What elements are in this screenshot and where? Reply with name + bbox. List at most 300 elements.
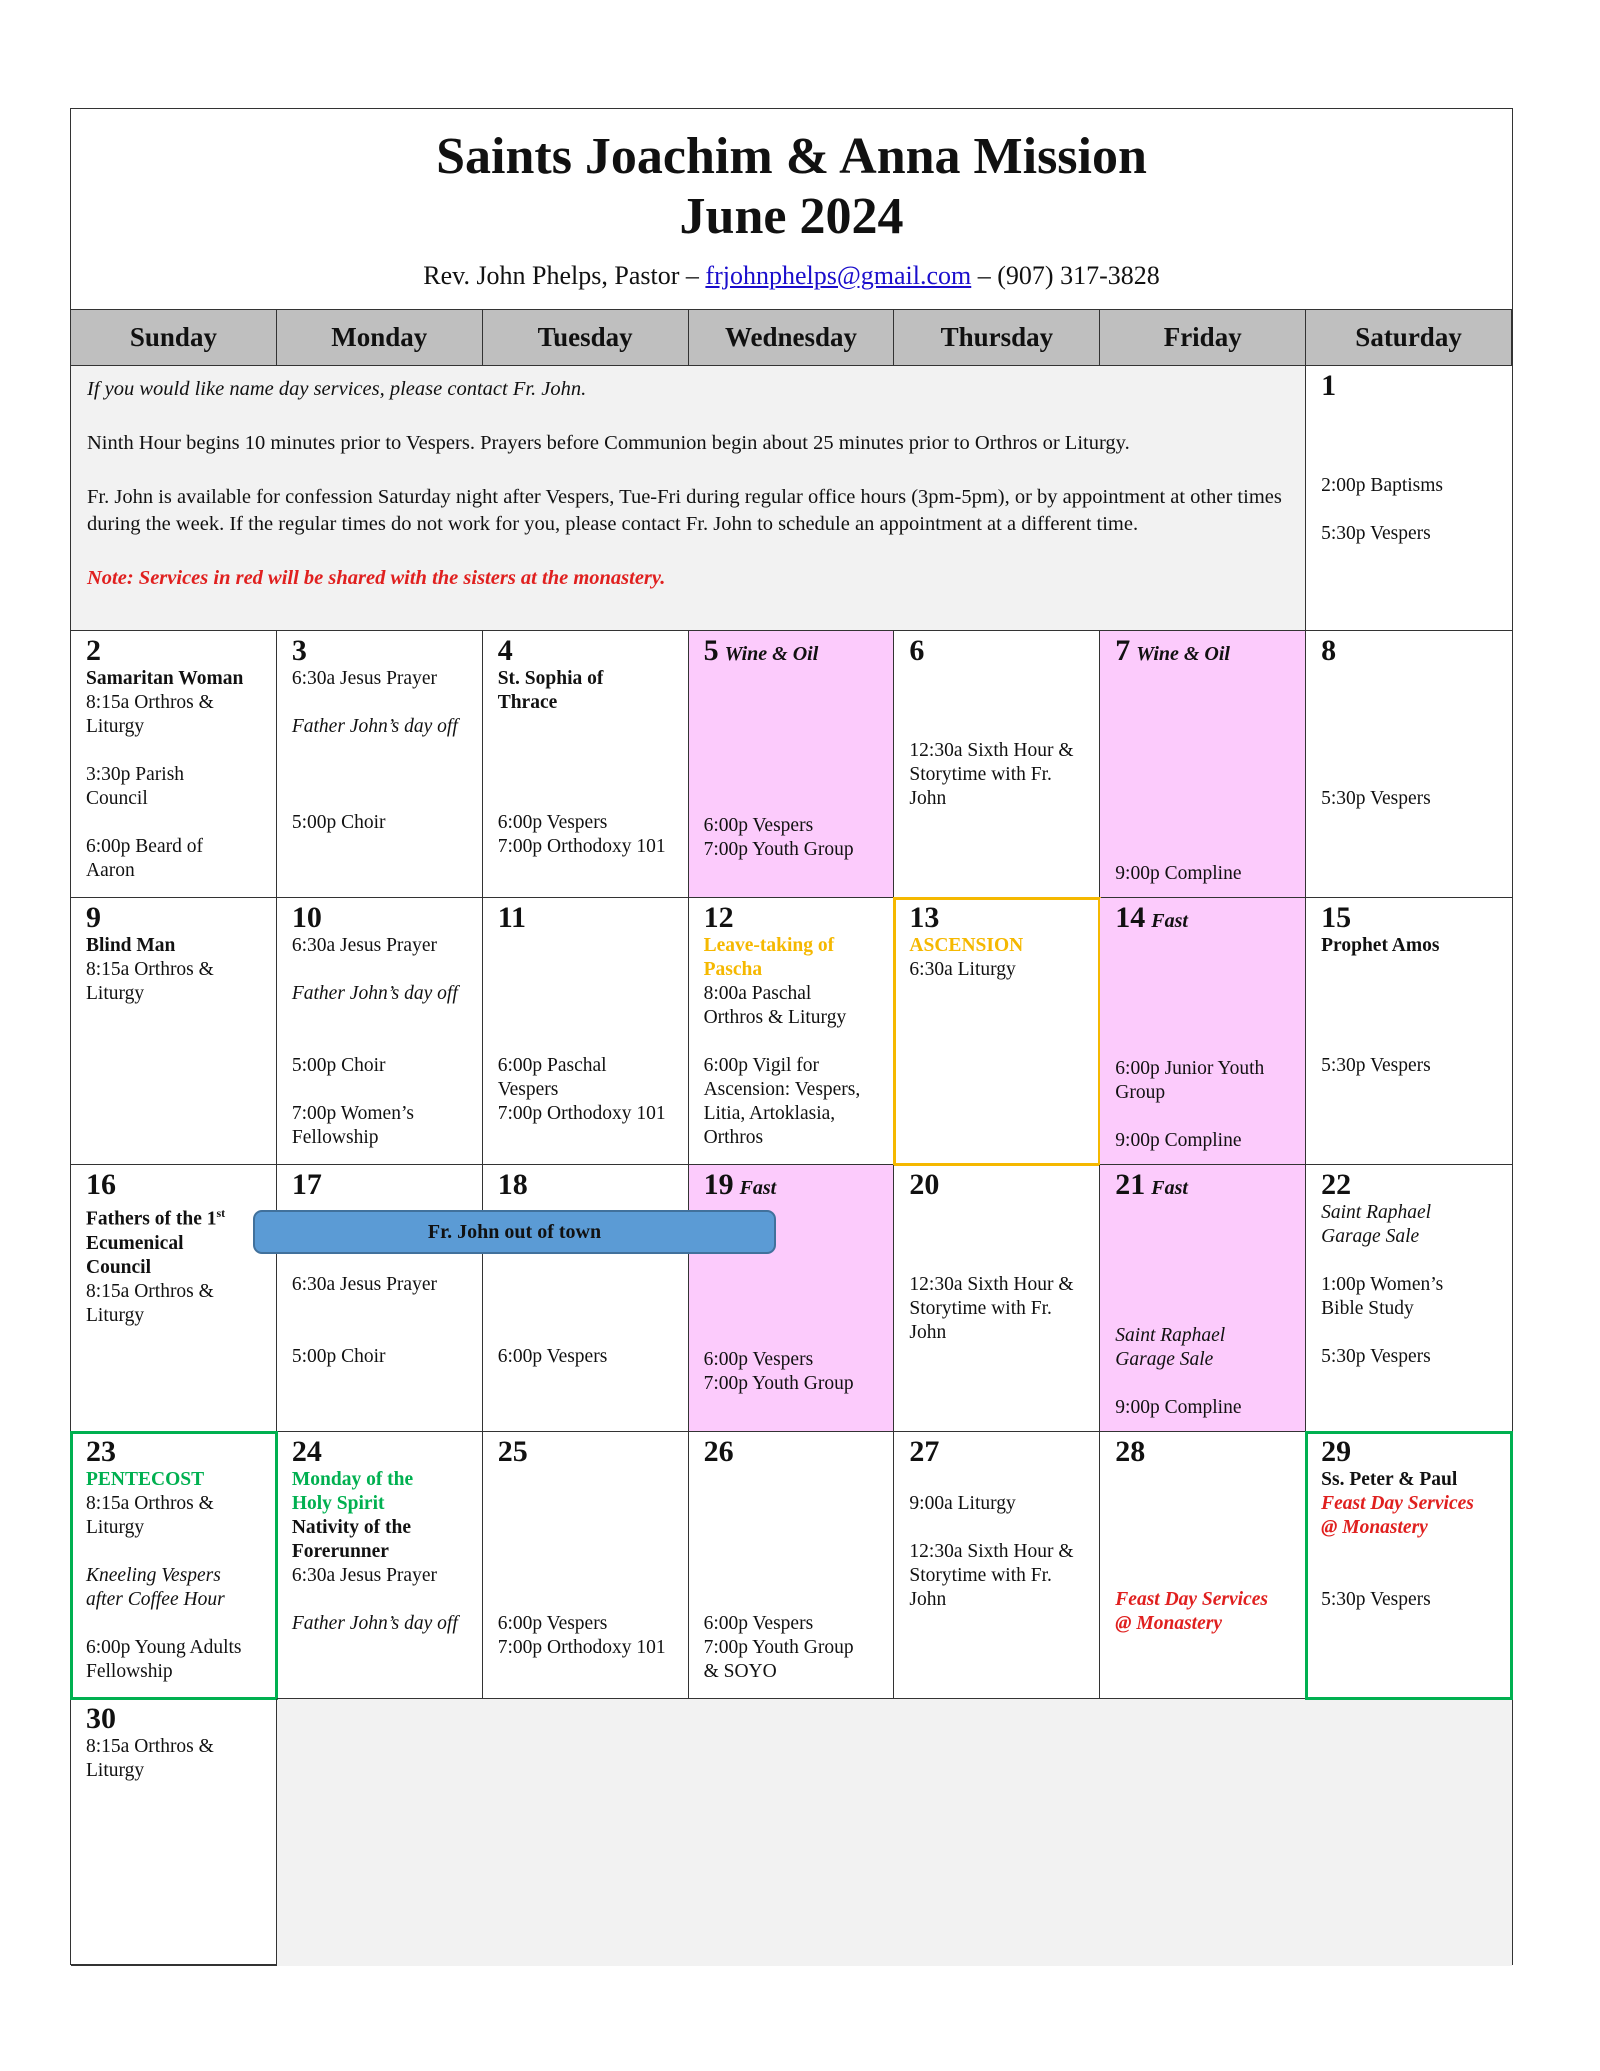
event-text: 8:15a Orthros & [86, 1280, 214, 1302]
day-cell[interactable] [277, 898, 483, 1165]
blank-line [498, 1564, 678, 1588]
event-line [909, 958, 1089, 982]
day-number-text: 22 [1321, 1168, 1352, 1201]
blank-line [1115, 694, 1295, 718]
day-cell[interactable] [894, 1432, 1100, 1699]
blank-line [1321, 402, 1502, 426]
blank-line [1115, 1204, 1295, 1228]
event-text: Garage Sale [1321, 1226, 1420, 1247]
event-line [292, 667, 472, 691]
blank-line [1115, 937, 1295, 961]
out-of-town-banner: Fr. John out of town [253, 1210, 776, 1254]
day-cell[interactable] [1100, 1432, 1306, 1699]
event-text: Bible Study [1321, 1298, 1414, 1319]
event-text: Feast Day Services [1115, 1589, 1268, 1610]
event-line [1321, 1054, 1502, 1078]
event-line [86, 1468, 266, 1492]
event-line [909, 1564, 1089, 1588]
blank-line [498, 1297, 678, 1321]
day-cell[interactable] [483, 898, 689, 1165]
event-line [1321, 1297, 1502, 1321]
blank-line [1115, 1540, 1295, 1564]
event-line [1115, 1129, 1295, 1153]
event-line [86, 1735, 266, 1759]
event-line [909, 1540, 1089, 1564]
blank-line [498, 1321, 678, 1345]
blank-line [498, 739, 678, 763]
day-number [1321, 1436, 1502, 1468]
day-cell[interactable] [483, 631, 689, 898]
blank-line [704, 1564, 884, 1588]
blank-line [292, 1321, 472, 1345]
day-cell[interactable] [71, 631, 277, 898]
blank-line [909, 715, 1089, 739]
event-line [1115, 1324, 1295, 1348]
event-text: St. Sophia of [497, 668, 604, 689]
day-number-text: 2 [86, 634, 101, 667]
event-line [292, 1612, 472, 1636]
mission-title: Saints Joachim & Anna Mission [436, 128, 1147, 185]
blank-line [498, 1273, 678, 1297]
blank-line [1115, 1492, 1295, 1516]
day-number [1321, 1169, 1502, 1201]
event-text: 8:15a Orthros & [86, 959, 214, 980]
event-text: ASCENSION [909, 935, 1024, 956]
day-cell[interactable] [1100, 631, 1306, 898]
event-line [292, 1273, 472, 1297]
day-number-text: 3 [291, 634, 307, 667]
superscript: st [216, 1206, 226, 1220]
event-text: 12:30a Sixth Hour & [909, 1274, 1074, 1295]
day-number-text: 23 [86, 1435, 116, 1468]
day-number-text: 26 [703, 1435, 734, 1468]
blank-line [1115, 718, 1295, 742]
pastor-name: Rev. John Phelps, Pastor – [423, 261, 699, 290]
event-text: Monday of the [291, 1469, 414, 1490]
event-text: PENTECOST [86, 1469, 205, 1490]
note-text: Fr. John is available for confession Saturday night after Vespers, Tue-Fri during regular office hours (3pm-5pm), or by appointment at other times during the week. If the regular times do not work for you, please contact Fr. John to schedule an appointment at a different time. [87, 486, 1282, 535]
day-number-text: 4 [497, 634, 513, 667]
blank-line [1115, 1516, 1295, 1540]
event-text: @ Monastery [1321, 1517, 1428, 1538]
day-cell[interactable] [1306, 631, 1512, 898]
event-text: 6:00p Junior Youth [1115, 1058, 1265, 1079]
event-line [86, 1564, 266, 1588]
day-number [292, 1436, 472, 1468]
day-number-text: 20 [909, 1168, 940, 1201]
day-number [704, 635, 884, 670]
blank-line [86, 811, 266, 835]
empty-days [277, 1699, 1512, 1966]
event-line [1321, 787, 1502, 811]
event-line [704, 982, 884, 1006]
event-text: Orthros & Liturgy [703, 1007, 847, 1028]
day-cell[interactable] [483, 1165, 689, 1432]
event-line [1321, 474, 1502, 498]
event-text: Storytime with Fr. [909, 1298, 1052, 1319]
day-cell[interactable] [1100, 1165, 1306, 1432]
day-cell[interactable] [689, 1432, 895, 1699]
event-line [1115, 1081, 1295, 1105]
event-text: 8:15a Orthros & [86, 1736, 214, 1757]
day-number-text: 24 [291, 1435, 322, 1468]
email-link[interactable]: frjohnphelps@gmail.com [705, 261, 972, 290]
event-line [704, 1636, 884, 1660]
blank-line [1321, 450, 1502, 474]
event-line [86, 763, 266, 787]
day-number-text: 29 [1321, 1435, 1352, 1468]
day-cell[interactable] [689, 631, 895, 898]
blank-line [909, 667, 1089, 691]
day-number [909, 1169, 1089, 1201]
day-number-text: 30 [86, 1702, 116, 1735]
event-line [498, 1054, 678, 1078]
event-text: Group [1115, 1082, 1166, 1103]
day-number-text: 1 [1321, 369, 1337, 402]
blank-line [1321, 1564, 1502, 1588]
event-line [909, 1588, 1089, 1612]
blank-line [498, 1540, 678, 1564]
event-line [86, 1636, 266, 1660]
blank-line [704, 1492, 884, 1516]
day-number [292, 902, 472, 934]
blank-line [1115, 838, 1295, 862]
event-line [86, 1256, 266, 1280]
day-number-text: 14 [1115, 901, 1146, 934]
event-line [1321, 934, 1502, 958]
event-line [498, 667, 678, 691]
event-text: 12:30a Sixth Hour & [909, 1541, 1074, 1562]
event-line [704, 1006, 884, 1030]
blank-line [498, 1030, 678, 1054]
day-number-text: 16 [86, 1168, 116, 1201]
day-number [498, 1436, 678, 1468]
blank-line [498, 1516, 678, 1540]
event-text: @ Monastery [1115, 1613, 1222, 1634]
blank-line [704, 1516, 884, 1540]
event-line [909, 1492, 1089, 1516]
blank-line [1115, 1468, 1295, 1492]
day-cell[interactable] [1306, 898, 1512, 1165]
blank-line [1321, 958, 1502, 982]
event-text: 7:00p Women’s [291, 1103, 414, 1124]
day-header-saturday: Saturday [1306, 309, 1512, 366]
event-line [1321, 1273, 1502, 1297]
blank-line [1115, 766, 1295, 790]
event-text: Father John’s day off [291, 983, 458, 1004]
event-line [1321, 522, 1502, 546]
event-line [704, 1078, 884, 1102]
day-cell[interactable] [1306, 1432, 1512, 1699]
event-text: Pascha [703, 959, 763, 980]
day-number [1115, 902, 1295, 937]
event-line [86, 958, 266, 982]
blank-line [1115, 1300, 1295, 1324]
event-text: Liturgy [86, 716, 145, 737]
event-text: 3:30p Parish [86, 764, 185, 785]
event-text: Aaron [86, 860, 135, 881]
event-line [1321, 1468, 1502, 1492]
event-line [704, 934, 884, 958]
blank-line [1115, 1252, 1295, 1276]
fast-tag: Fast [1151, 1177, 1188, 1199]
event-text: Council [86, 1256, 152, 1278]
event-text: 6:30a Jesus Prayer [291, 668, 437, 689]
event-line [86, 934, 266, 958]
day-number-text: 10 [291, 901, 322, 934]
event-line [292, 934, 472, 958]
blank-line [704, 718, 884, 742]
event-line [86, 835, 266, 859]
event-text: & SOYO [703, 1661, 777, 1682]
event-text: 6:00p Vespers [497, 812, 608, 833]
day-number-text: 28 [1115, 1435, 1146, 1468]
blank-line [498, 763, 678, 787]
event-text: Orthros [703, 1127, 764, 1148]
event-line [704, 1660, 884, 1684]
day-cell[interactable] [483, 1432, 689, 1699]
event-text: 6:00p Vespers [703, 1349, 814, 1370]
event-line [1321, 1201, 1502, 1225]
day-number-text: 15 [1321, 901, 1352, 934]
blank-line [909, 1225, 1089, 1249]
event-line [86, 787, 266, 811]
event-line [86, 982, 266, 1006]
day-number [86, 1703, 266, 1735]
day-cell[interactable] [689, 1165, 895, 1432]
event-text: Liturgy [86, 1517, 145, 1538]
day-number [1321, 635, 1502, 667]
event-text: Storytime with Fr. [909, 1565, 1052, 1586]
day-cell[interactable] [894, 631, 1100, 898]
blank-line [1115, 961, 1295, 985]
event-line [86, 1201, 266, 1232]
event-text: Ss. Peter & Paul [1321, 1469, 1458, 1490]
event-text: Father John’s day off [291, 1613, 458, 1634]
event-text: 7:00p Youth Group [703, 1637, 854, 1658]
event-line [86, 1232, 266, 1256]
day-cell[interactable] [71, 898, 277, 1165]
event-text: Fathers of the 1 [86, 1208, 217, 1230]
event-line [704, 1372, 884, 1396]
day-number-text: 19 [703, 1168, 734, 1201]
note-text: Note: Services in red will be shared with the sisters at the monastery. [87, 567, 666, 589]
day-cell[interactable] [689, 898, 895, 1165]
event-line [1115, 862, 1295, 886]
event-text: 5:00p Choir [291, 812, 386, 833]
event-text: 6:00p Vespers [497, 1613, 608, 1634]
event-text: 6:00p Beard of [86, 836, 203, 857]
event-text: 6:00p Paschal [497, 1055, 607, 1076]
event-line [292, 1516, 472, 1540]
day-cell[interactable] [71, 1432, 277, 1699]
event-text: 5:30p Vespers [1321, 1589, 1431, 1610]
blank-line [704, 1540, 884, 1564]
event-text: Forerunner [291, 1541, 389, 1562]
blank-line [292, 1030, 472, 1054]
day-number [1321, 902, 1502, 934]
event-text: 6:00p Vespers [497, 1346, 608, 1367]
blank-line [1321, 763, 1502, 787]
event-text: Ecumenical [86, 1232, 184, 1254]
day-cell[interactable] [277, 631, 483, 898]
day-cell[interactable] [71, 1165, 277, 1432]
day-number-text: 11 [497, 901, 527, 934]
event-line [86, 1660, 266, 1684]
day-header-tuesday: Tuesday [483, 309, 689, 366]
blank-line [1321, 1030, 1502, 1054]
day-cell[interactable] [1306, 1165, 1512, 1432]
event-line [909, 739, 1089, 763]
blank-line [498, 1588, 678, 1612]
blank-line [292, 691, 472, 715]
event-text: 6:30a Liturgy [909, 959, 1016, 980]
blank-line [292, 787, 472, 811]
event-line [498, 1078, 678, 1102]
event-text: 6:30a Jesus Prayer [291, 1274, 437, 1295]
day-number [909, 1436, 1089, 1468]
event-line [704, 958, 884, 982]
blank-line [909, 1516, 1089, 1540]
day-cell[interactable] [277, 1432, 483, 1699]
event-line [86, 715, 266, 739]
event-line [704, 1612, 884, 1636]
event-line [1115, 1348, 1295, 1372]
event-text: Council [86, 788, 148, 809]
event-text: Liturgy [86, 983, 145, 1004]
event-text: 9:00p Compline [1115, 863, 1242, 884]
day-cell[interactable] [1100, 898, 1306, 1165]
event-line [909, 1273, 1089, 1297]
event-text: 6:30a Jesus Prayer [291, 1565, 437, 1586]
day-number-text: 25 [497, 1435, 528, 1468]
day-header-friday: Friday [1100, 309, 1306, 366]
event-line [86, 1588, 266, 1612]
event-text: 5:30p Vespers [1321, 523, 1431, 544]
day-number [498, 1169, 678, 1201]
event-line [292, 1054, 472, 1078]
event-line [909, 1297, 1089, 1321]
day-number-text: 12 [703, 901, 734, 934]
day-number-text: 9 [86, 901, 101, 934]
blank-line [1115, 1564, 1295, 1588]
event-line [86, 1304, 266, 1328]
event-text: 8:00a Paschal [703, 983, 812, 1004]
event-text: John [909, 1589, 947, 1610]
blank-line [1115, 814, 1295, 838]
day-cell[interactable] [71, 1699, 277, 1966]
event-text: John [909, 788, 947, 809]
blank-line [1115, 1033, 1295, 1057]
event-text: 5:00p Choir [291, 1346, 386, 1367]
day-number [909, 902, 1089, 934]
day-cell[interactable] [894, 1165, 1100, 1432]
event-text: Fellowship [291, 1127, 379, 1148]
blank-line [1321, 667, 1502, 691]
blank-line [292, 763, 472, 787]
event-line [1321, 1516, 1502, 1540]
day-number [86, 902, 266, 934]
event-text: 9:00p Compline [1115, 1397, 1242, 1418]
blank-line [292, 739, 472, 763]
event-text: Fellowship [86, 1661, 173, 1682]
blank-line [704, 670, 884, 694]
blank-line [1321, 1540, 1502, 1564]
blank-line [86, 1612, 266, 1636]
blank-line [909, 1468, 1089, 1492]
blank-line [909, 691, 1089, 715]
event-text: 5:30p Vespers [1321, 788, 1431, 809]
day-number [292, 635, 472, 667]
notes-box [71, 366, 1306, 631]
phone-number: – (907) 317-3828 [977, 261, 1160, 290]
blank-line [1321, 739, 1502, 763]
event-text: 2:00p Baptisms [1321, 475, 1444, 496]
blank-line [86, 1540, 266, 1564]
blank-line [498, 982, 678, 1006]
fast-tag: Wine & Oil [1136, 643, 1230, 665]
calendar-grid [71, 309, 1512, 1966]
event-text: John [909, 1322, 947, 1343]
event-text: 5:00p Choir [291, 1055, 386, 1076]
day-cell[interactable] [1306, 366, 1512, 631]
event-text: Leave-taking of [703, 935, 835, 956]
blank-line [1115, 670, 1295, 694]
blank-line [498, 1492, 678, 1516]
blank-line [1321, 1006, 1502, 1030]
blank-line [1115, 790, 1295, 814]
event-line [1321, 1225, 1502, 1249]
blank-line [704, 766, 884, 790]
event-line [86, 1280, 266, 1304]
event-line [704, 838, 884, 862]
blank-line [1115, 985, 1295, 1009]
blank-line [292, 1078, 472, 1102]
event-text: Feast Day Services [1321, 1493, 1474, 1514]
day-number-text: 13 [909, 901, 940, 934]
event-text: 6:30a Jesus Prayer [291, 935, 437, 956]
blank-line [704, 1468, 884, 1492]
blank-line [292, 958, 472, 982]
event-line [498, 1636, 678, 1660]
event-text: 8:15a Orthros & [86, 1493, 214, 1514]
event-line [86, 1516, 266, 1540]
blank-line [1115, 1228, 1295, 1252]
blank-line [292, 1297, 472, 1321]
event-text: Thrace [497, 692, 558, 713]
day-number-text: 27 [909, 1435, 940, 1468]
blank-line [704, 790, 884, 814]
day-number [1321, 370, 1502, 402]
note-text: Ninth Hour begins 10 minutes prior to Vespers. Prayers before Communion begin about 25 minutes prior to Orthros or Liturgy. [87, 432, 1130, 454]
day-number-text: 17 [291, 1168, 322, 1201]
event-line [292, 1345, 472, 1369]
event-line [292, 1468, 472, 1492]
event-line [704, 1348, 884, 1372]
day-number [498, 635, 678, 667]
blank-line [498, 1468, 678, 1492]
event-line [86, 691, 266, 715]
day-number-text: 21 [1115, 1168, 1146, 1201]
fast-tag: Wine & Oil [724, 643, 819, 665]
event-line [292, 982, 472, 1006]
day-cell[interactable] [894, 898, 1100, 1165]
event-text: Blind Man [86, 935, 176, 956]
day-number [909, 635, 1089, 667]
blank-line [1321, 982, 1502, 1006]
day-cell[interactable] [277, 1165, 483, 1432]
blank-line [498, 1006, 678, 1030]
